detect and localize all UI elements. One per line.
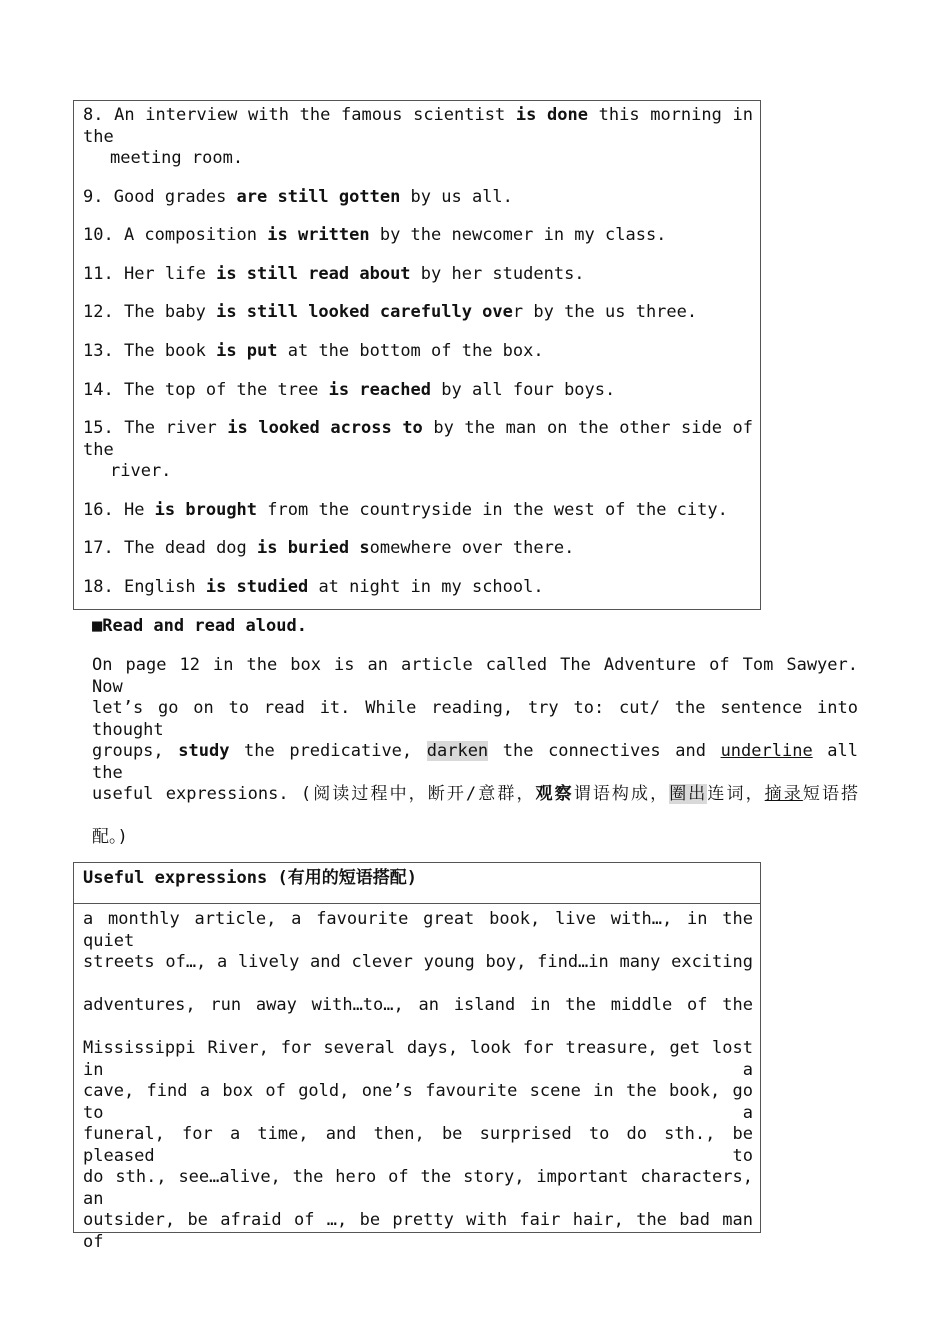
useful-expressions-title: Useful expressions (有用的短语搭配) xyxy=(83,868,417,888)
sentence-18: 18. English is studied at night in my school. xyxy=(83,577,544,597)
underline-word: underline xyxy=(720,741,813,761)
useful-expressions-box xyxy=(73,862,761,1252)
read-instruction-line-1: On page 12 in the box is an article called The Adventure of Tom Sawyer. Now xyxy=(92,655,858,697)
sentence-15: 15. The river is looked across to by the man on the other side of the xyxy=(83,418,753,460)
sentence-8-continued: meeting room. xyxy=(110,148,244,168)
expression-line: outsider, be afraid of …, be pretty with fair hair, the bad man of xyxy=(83,1210,753,1252)
sentence-10: 10. A composition is written by the newcomer in my class. xyxy=(83,225,667,245)
expression-line: funeral, for a time, and then, be surprised to do sth., be pleased to xyxy=(83,1124,753,1166)
read-aloud-heading: ■Read and read aloud. xyxy=(92,616,307,636)
read-instruction-line-5: 配。) xyxy=(92,827,128,847)
read-instruction-line-2: let’s go on to read it. While reading, try to: cut/ the sentence into thought xyxy=(92,698,858,740)
sentence-12: 12. The baby is still looked carefully over by the us three. xyxy=(83,302,698,322)
useful-expressions-header-row xyxy=(74,863,760,904)
expression-line: cave, find a box of gold, one’s favourite scene in the book, go to a xyxy=(83,1081,753,1123)
observe-word: 观察 xyxy=(535,784,574,804)
sentence-16: 16. He is brought from the countryside in the west of the city. xyxy=(83,500,728,520)
sentence-8: 8. An interview with the famous scientist is done this morning in the xyxy=(83,105,753,147)
sentence-11: 11. Her life is still read about by her students. xyxy=(83,264,585,284)
expression-line: a monthly article, a favourite great book, live with…, in the quiet xyxy=(83,909,753,951)
sentence-14: 14. The top of the tree is reached by all four boys. xyxy=(83,380,616,400)
read-instruction-line-4: useful expressions. (阅读过程中，断开/意群，观察谓语构成，圈出连词，摘录短语搭 xyxy=(92,784,859,804)
sentence-13: 13. The book is put at the bottom of the box. xyxy=(83,341,544,361)
passive-sentences-box xyxy=(73,100,761,610)
sentence-15-continued: river. xyxy=(110,461,172,481)
copy-word: 摘录 xyxy=(764,784,803,804)
expression-line: adventures, run away with…to…, an island in the middle of the xyxy=(83,995,753,1015)
darken-word: darken xyxy=(426,741,489,761)
circle-word: 圈出 xyxy=(669,784,708,804)
sentence-9: 9. Good grades are still gotten by us all. xyxy=(83,187,513,207)
read-instruction-line-3: groups, study the predicative, darken the connectives and underline all the xyxy=(92,741,858,783)
sentence-17: 17. The dead dog is buried somewhere over there. xyxy=(83,538,575,558)
expression-line: do sth., see…alive, the hero of the story, important characters, an xyxy=(83,1167,753,1209)
expression-line: streets of…, a lively and clever young boy, find…in many exciting xyxy=(83,952,753,972)
expression-line: Mississippi River, for several days, look for treasure, get lost in a xyxy=(83,1038,753,1080)
study-word: study xyxy=(178,741,230,761)
